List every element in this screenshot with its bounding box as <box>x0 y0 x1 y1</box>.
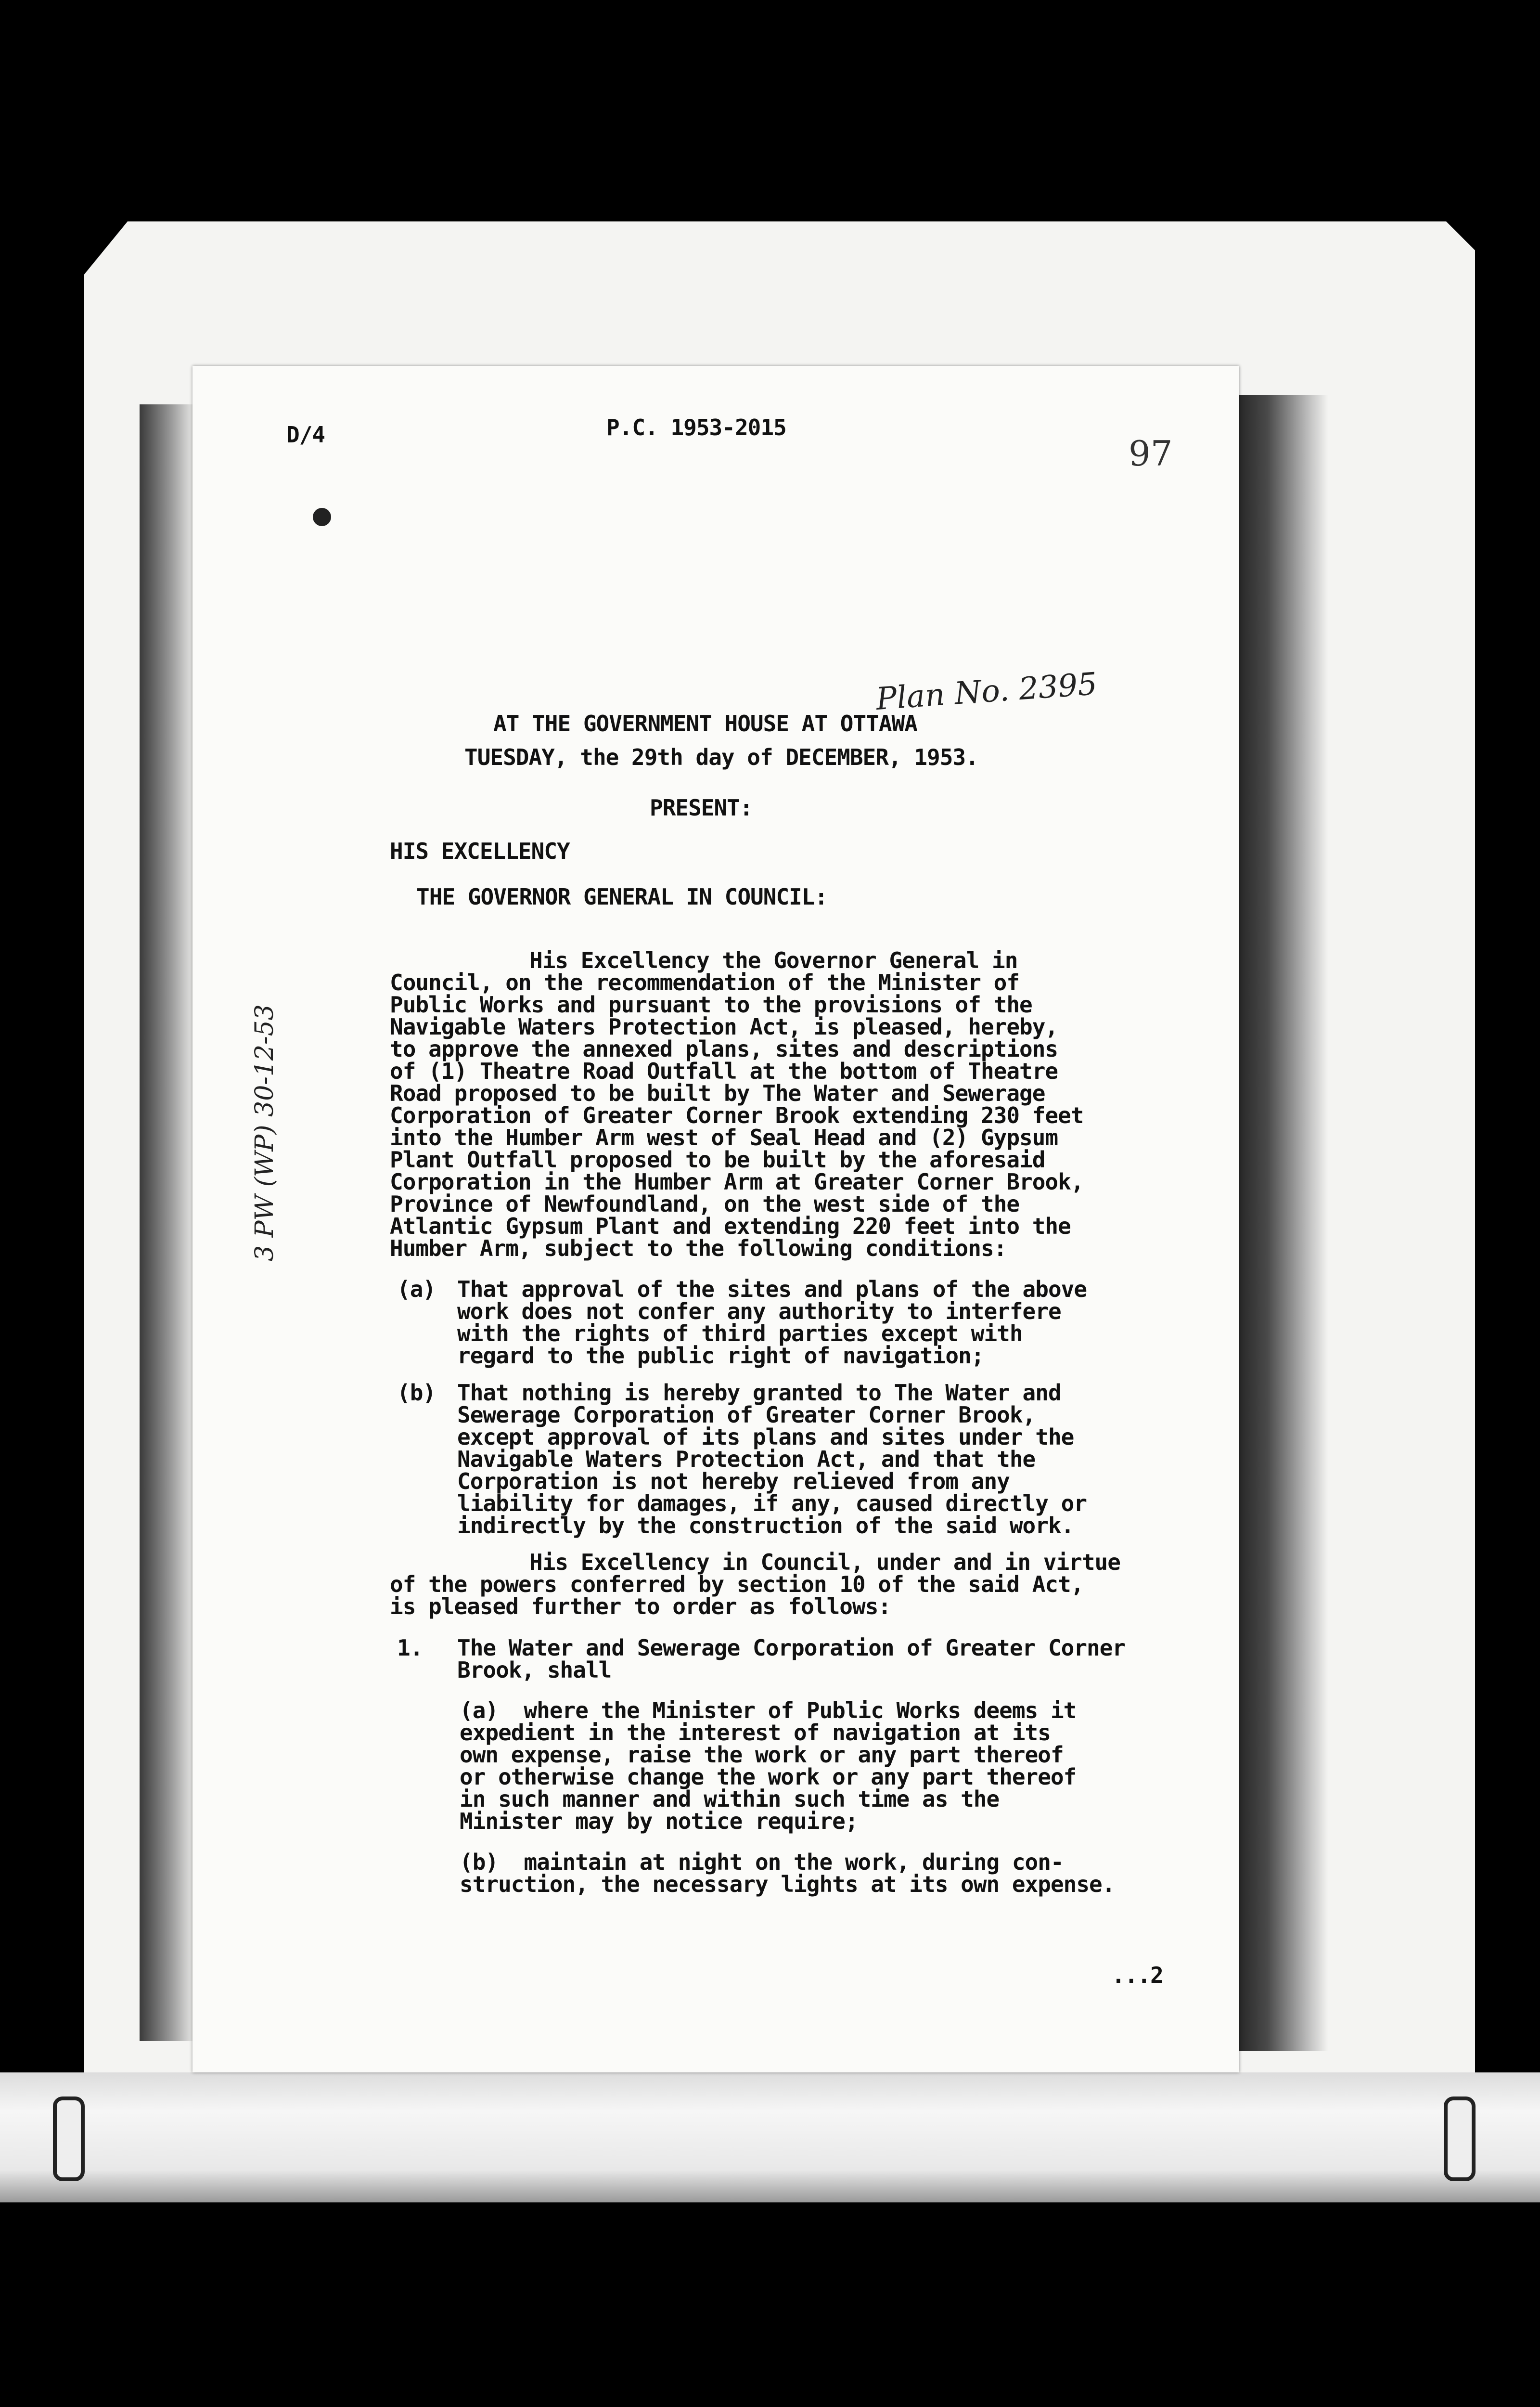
further-order-line: His Excellency in Council, under and in virtue <box>529 1549 1120 1575</box>
further-order-line: is pleased further to order as follows: <box>390 1593 891 1619</box>
folded-corner-right <box>1446 221 1475 250</box>
intro-line: Public Works and pursuant to the provisions of the <box>390 992 1032 1018</box>
item-1a-line: own expense, raise the work or any part thereof <box>460 1742 1064 1768</box>
item-1b-line: struction, the necessary lights at its own expense. <box>460 1871 1115 1897</box>
item-1-label: 1. <box>397 1635 423 1661</box>
condition-b-line: Corporation is not hereby relieved from any <box>457 1468 1010 1494</box>
punch-mark <box>313 508 331 526</box>
folded-corner-left <box>84 221 128 274</box>
intro-line: Humber Arm, subject to the following conditions: <box>390 1235 1007 1261</box>
condition-b-line: indirectly by the construction of the said work. <box>457 1513 1074 1539</box>
meeting-place: AT THE GOVERNMENT HOUSE AT OTTAWA <box>493 711 917 737</box>
condition-a-line: work does not confer any authority to interfere <box>457 1298 1061 1324</box>
condition-a-label: (a) <box>397 1276 436 1302</box>
intro-line: Navigable Waters Protection Act, is pleased, hereby, <box>390 1014 1058 1040</box>
handwritten-plan-note: Plan No. 2395 <box>874 666 1099 717</box>
present-heading: PRESENT: <box>650 795 753 821</box>
condition-b-line: Sewerage Corporation of Greater Corner Brook, <box>457 1402 1036 1428</box>
page-edge-shadow-right <box>1227 395 1328 2051</box>
item-1a-line: in such manner and within such time as the <box>460 1786 1000 1812</box>
file-code: D/4 <box>286 422 325 448</box>
continuation-marker: ...2 <box>1112 1962 1163 1988</box>
item-1-line: The Water and Sewerage Corporation of Greater Corner <box>457 1635 1126 1661</box>
further-order-line: of the powers conferred by section 10 of the said Act, <box>390 1571 1084 1597</box>
condition-b-line: liability for damages, if any, caused directly or <box>457 1490 1087 1516</box>
item-1-line: Brook, shall <box>457 1657 612 1683</box>
his-excellency: HIS EXCELLENCY <box>390 838 570 864</box>
order-number: P.C. 1953-2015 <box>606 414 786 440</box>
binder-clip-left <box>53 2096 85 2181</box>
condition-b-label: (b) <box>397 1380 436 1406</box>
intro-line: of (1) Theatre Road Outfall at the bottom of Theatre <box>390 1058 1058 1084</box>
handwritten-margin-note: 3 PW (WP) 30-12-53 <box>250 1004 279 1261</box>
governor-general-in-council: THE GOVERNOR GENERAL IN COUNCIL: <box>416 884 828 910</box>
intro-line: Atlantic Gypsum Plant and extending 220 feet into the <box>390 1213 1071 1239</box>
intro-line: Plant Outfall proposed to be built by the aforesaid <box>390 1147 1045 1173</box>
intro-line: His Excellency the Governor General in <box>529 947 1018 973</box>
intro-line: Council, on the recommendation of the Minister of <box>390 970 1020 996</box>
intro-line: to approve the annexed plans, sites and descriptions <box>390 1036 1058 1062</box>
meeting-date: TUESDAY, the 29th day of DECEMBER, 1953. <box>464 744 978 770</box>
condition-b-line: Navigable Waters Protection Act, and that the <box>457 1446 1036 1472</box>
page-edge-shadow-left <box>140 404 197 2041</box>
intro-line: Province of Newfoundland, on the west side of the <box>390 1191 1020 1217</box>
folio-number: 97 <box>1129 433 1173 474</box>
item-1a-line: or otherwise change the work or any part thereof <box>460 1764 1077 1790</box>
condition-a-line: That approval of the sites and plans of the above <box>457 1276 1087 1302</box>
intro-line: Road proposed to be built by The Water and Sewerage <box>390 1080 1045 1106</box>
item-1a-line: Minister may by notice require; <box>460 1808 858 1834</box>
condition-b-line: except approval of its plans and sites under the <box>457 1424 1074 1450</box>
item-1b-line: (b) maintain at night on the work, during con- <box>460 1849 1064 1875</box>
intro-line: Corporation in the Humber Arm at Greater Corner Brook, <box>390 1169 1084 1195</box>
binder-strip <box>0 2072 1540 2202</box>
condition-b-line: That nothing is hereby granted to The Water and <box>457 1380 1061 1406</box>
intro-line: Corporation of Greater Corner Brook extending 230 feet <box>390 1102 1084 1128</box>
condition-a-line: regard to the public right of navigation; <box>457 1343 984 1369</box>
binder-clip-right <box>1444 2096 1476 2181</box>
item-1a-line: expedient in the interest of navigation at its <box>460 1720 1051 1746</box>
item-1a-line: (a) where the Minister of Public Works deems it <box>460 1697 1077 1723</box>
intro-line: into the Humber Arm west of Seal Head and (2) Gypsum <box>390 1125 1058 1151</box>
condition-a-line: with the rights of third parties except with <box>457 1320 1023 1346</box>
